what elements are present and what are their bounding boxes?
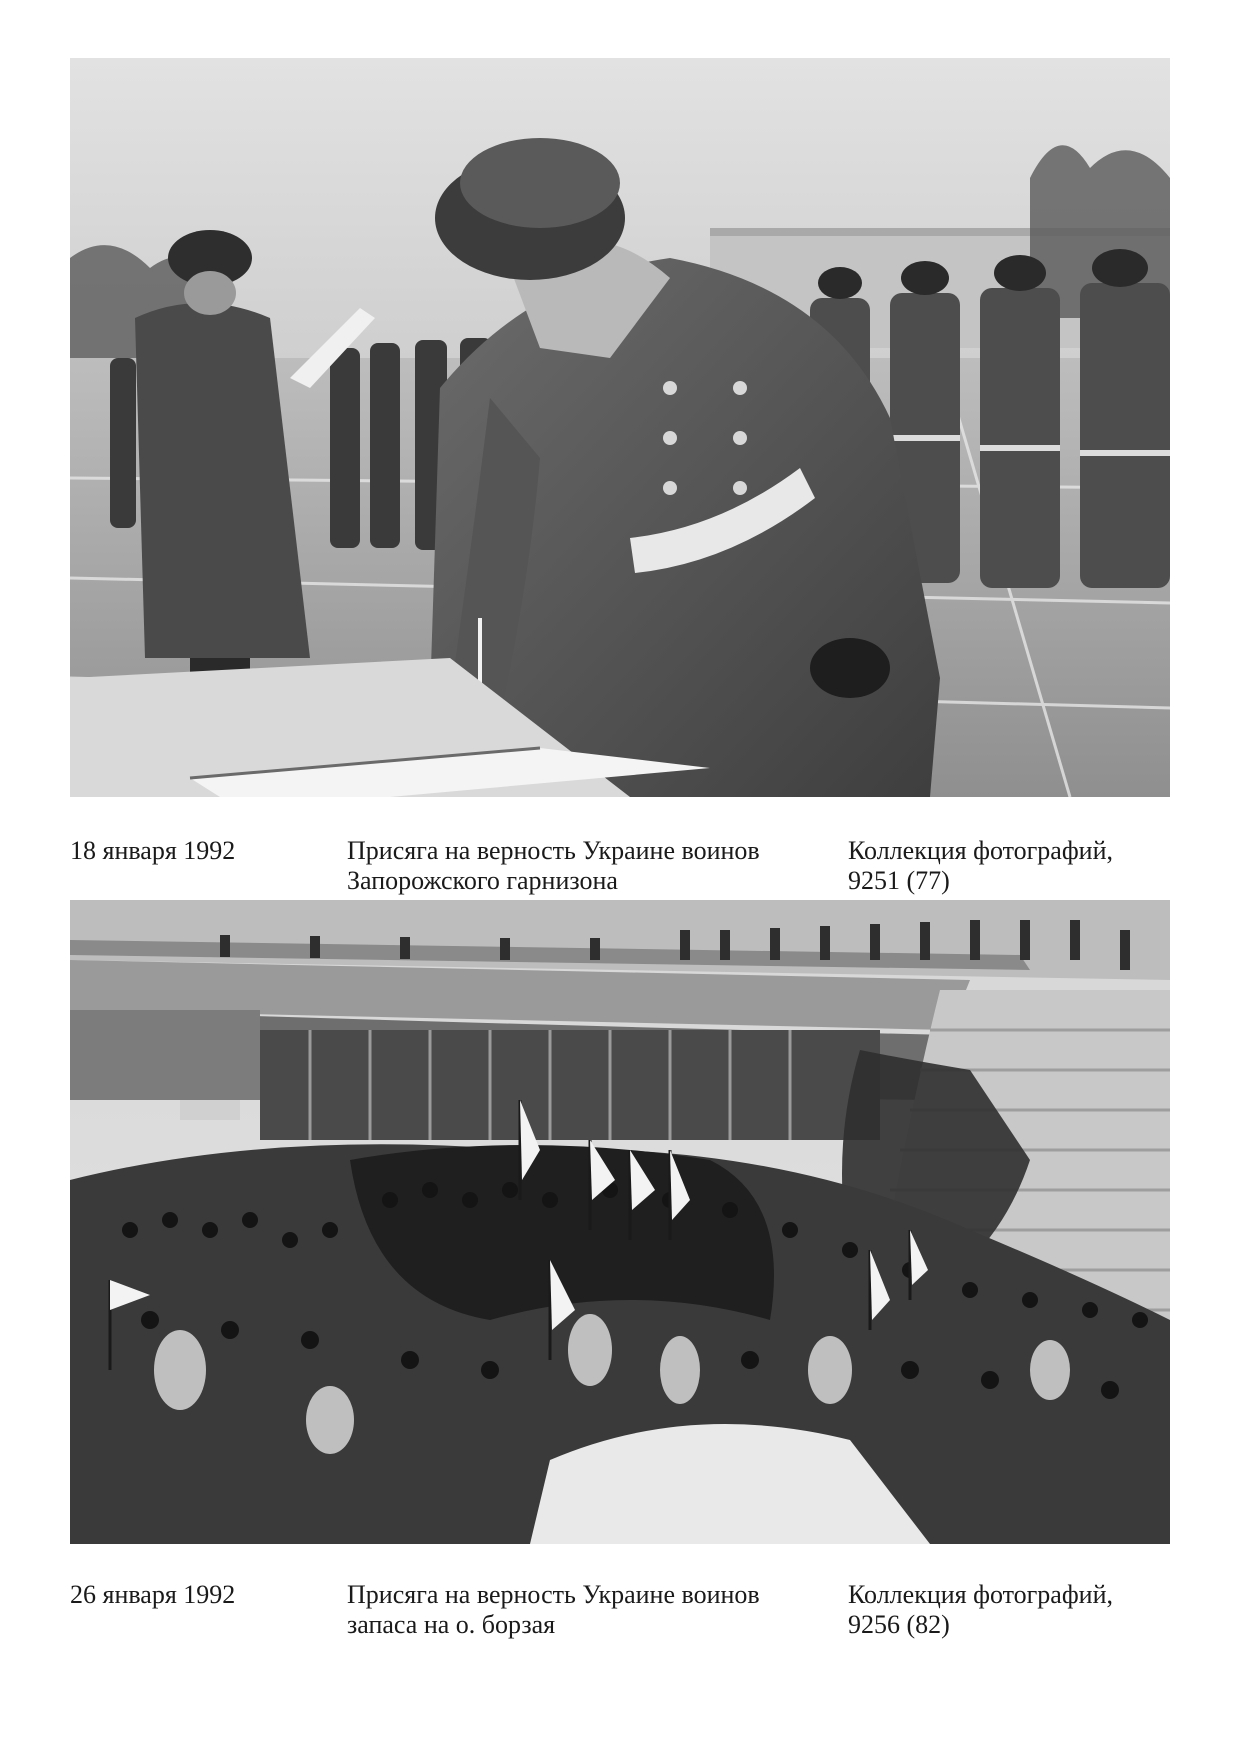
caption-collection-line: Коллекция фотографий, xyxy=(848,1580,1114,1609)
caption-title-line: Присяга на верность Украине воинов xyxy=(347,1580,760,1609)
caption-title-line: Присяга на верность Украине воинов xyxy=(347,836,760,865)
photo-crowd-rally-image xyxy=(70,900,1170,1544)
caption-title-line: Запорожского гарнизона xyxy=(347,866,618,895)
photo-oath-signing xyxy=(70,58,1170,797)
caption-title xyxy=(347,836,847,896)
caption-collection-line: 9256 (82) xyxy=(848,1610,950,1639)
caption-date: 18 января 1992 xyxy=(70,836,236,865)
photo-oath-signing-image xyxy=(70,58,1170,797)
photo-crowd-rally xyxy=(70,900,1170,1544)
caption-collection-line: 9251 (77) xyxy=(848,866,950,895)
caption-date: 26 января 1992 xyxy=(70,1580,236,1609)
caption-collection xyxy=(848,1580,1170,1640)
caption-title xyxy=(347,1580,847,1640)
caption-collection xyxy=(848,836,1170,896)
caption-collection-line: Коллекция фотографий, xyxy=(848,836,1114,865)
caption-title-line: запаса на о. борзая xyxy=(347,1610,556,1639)
